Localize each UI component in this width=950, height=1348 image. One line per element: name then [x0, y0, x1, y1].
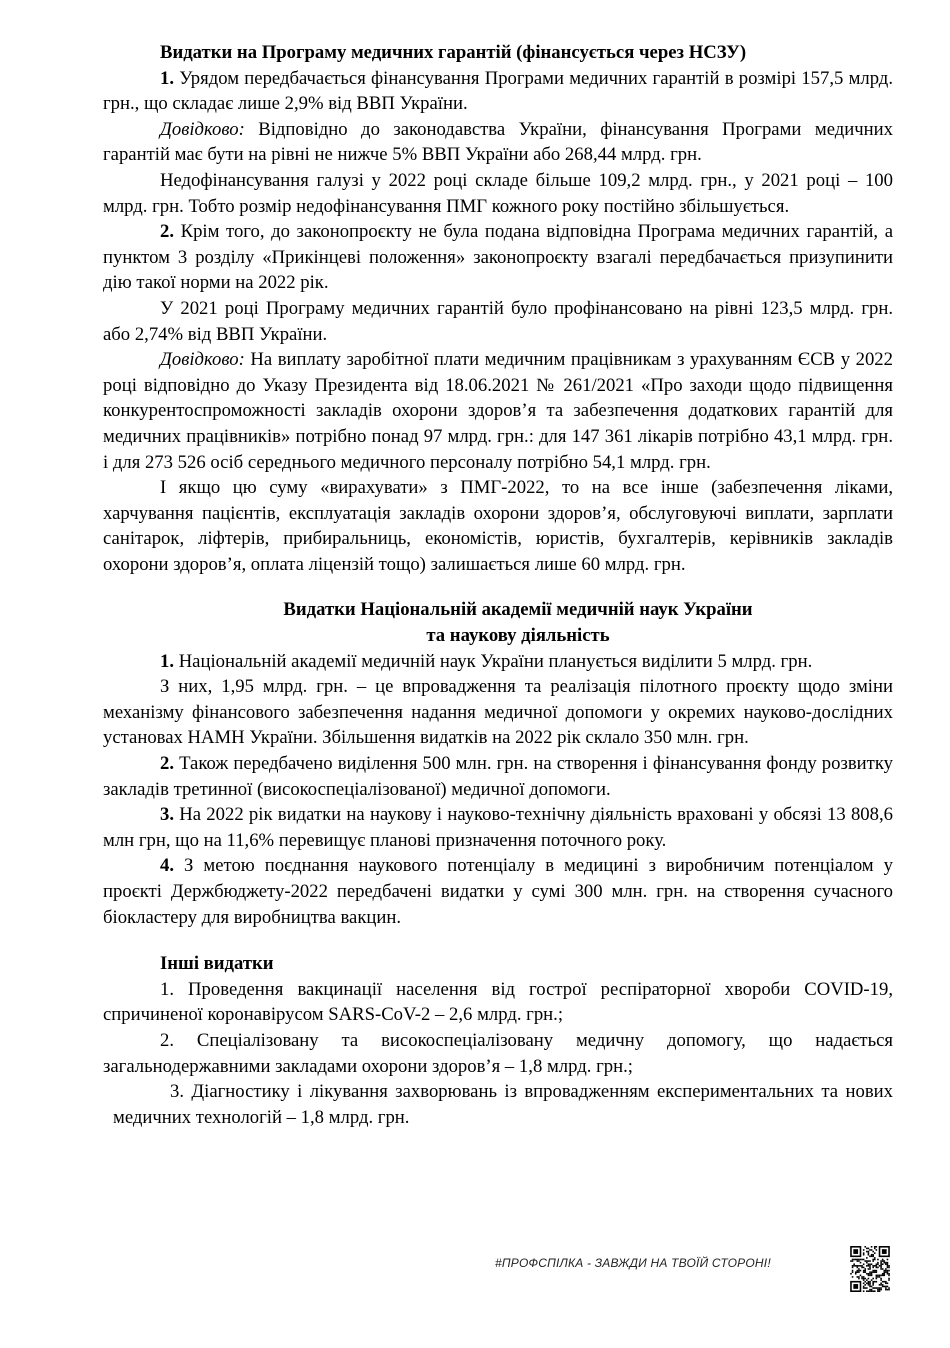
paragraph-number: 3.	[160, 804, 175, 826]
section-2-title-line-2: та наукову діяльність	[426, 625, 610, 647]
section-2-paragraph-3	[103, 751, 893, 802]
section-3-item-2: 2. Спеціалізовану та високоспеціалізовану медичну допомогу, що надається загальнодержавними закладами охорони здоров’я – 1,8 млрд. грн.;	[103, 1029, 893, 1077]
section-1-paragraph-2	[103, 117, 893, 168]
paragraph-text: Урядом передбачається фінансування Програми медичних гарантій в розмірі 157,5 млрд. грн., що складає лише 2,9% від ВВП України.	[103, 67, 893, 115]
section-1-paragraph-6	[103, 347, 893, 475]
section-2-title-line-1: Видатки Національній академії медичній наук України	[283, 599, 753, 621]
paragraph-number: 1.	[160, 67, 175, 89]
paragraph-text: Також передбачено виділення 500 млн. грн. на створення і фінансування фонду розвитку закладів третинної (високоспеціалізованої) медичної допомоги.	[103, 753, 893, 800]
reference-label: Довідково:	[160, 349, 245, 371]
paragraph-text: З метою поєднання наукового потенціалу в медицині з виробничим потенціалом у проєкті Держбюджету-2022 передбачені видатки у сумі 300 млн. грн. на створення сучасного біокластеру для виробництва вакцин.	[103, 855, 893, 928]
section-1-paragraph-5: У 2021 році Програму медичних гарантій було профінансовано на рівні 123,5 млрд. грн. або 2,74% від ВВП України.	[103, 297, 893, 345]
reference-label: Довідково:	[160, 118, 245, 140]
footer-slogan: #ПРОФСПІЛКА - ЗАВЖДИ НА ТВОЇЙ СТОРОНІ!	[495, 1256, 771, 1270]
section-2-paragraph-1	[103, 649, 893, 675]
paragraph-text: На 2022 рік видатки на наукову і науково-технічну діяльність враховані у обсязі 13 808,6 млн грн, що на 11,6% перевищує планові призначення поточного року.	[103, 804, 893, 851]
paragraph-text: Національній академії медичній наук України планується виділити 5 млрд. грн.	[174, 650, 813, 672]
paragraph-number: 1.	[160, 650, 175, 672]
section-3-item-1: 1. Проведення вакцинації населення від гострої респіраторної хвороби COVID-19, спричиненої коронавірусом SARS-CoV-2 – 2,6 млрд. грн.;	[103, 978, 893, 1026]
section-1-paragraph-1	[103, 66, 893, 117]
paragraph-number: 2.	[160, 753, 175, 775]
paragraph-text: На виплату заробітної плати медичним працівникам з урахуванням ЄСВ у 2022 році відповідно до Указу Президента від 18.06.2021 № 261/2021 «Про заходи щодо підвищення конкурентоспроможності закладів охорони здоров’я та забезпечення додаткових гарантій для медичних працівників» потрібно понад 97 млрд. грн.: для 147 361 лікарів потрібно 43,1 млрд. грн. і для 273 526 осіб середнього медичного персоналу потрібно 54,1 млрд. грн.	[103, 349, 893, 473]
section-2-paragraph-5	[103, 853, 893, 930]
section-3-item-3: 3. Діагностику і лікування захворювань із впровадженням експериментальних та нових медичних технологій – 1,8 млрд. грн.	[113, 1081, 893, 1128]
section-1-paragraph-3: Недофінансування галузі у 2022 році складе більше 109,2 млрд. грн., у 2021 році – 100 млрд. грн. Тобто розмір недофінансування ПМГ кожного року постійно збільшується.	[103, 169, 893, 217]
section-1-title: Видатки на Програму медичних гарантій (фінансується через НСЗУ)	[160, 42, 747, 63]
section-1-paragraph-4	[103, 219, 893, 296]
section-2-paragraph-4	[103, 802, 893, 853]
document-body	[103, 40, 893, 1130]
paragraph-text: Відповідно до законодавства України, фінансування Програми медичних гарантій має бути на рівні не нижче 5% ВВП України або 268,44 млрд. грн.	[103, 118, 893, 166]
paragraph-text: Крім того, до законопроєкту не була подана відповідна Програма медичних гарантій, а пунктом 3 розділу «Прикінцеві положення» законопроєкту взагалі передбачається призупинити дію такої норми на 2022 рік.	[103, 221, 893, 294]
paragraph-number: 2.	[160, 221, 175, 243]
section-2-paragraph-2: З них, 1,95 млрд. грн. – це впровадження та реалізація пілотного проєкту щодо зміни механізму фінансового забезпечення надання медичної допомоги у окремих науково-дослідних установах НАМН України. Збільшення видатків на 2022 рік склало 350 млн. грн.	[103, 676, 893, 749]
section-3-title: Інші видатки	[160, 953, 274, 975]
qr-code-icon	[850, 1246, 890, 1292]
paragraph-number: 4.	[160, 855, 175, 877]
section-1-paragraph-7: І якщо цю суму «вирахувати» з ПМГ-2022, то на все інше (забезпечення ліками, харчування пацієнтів, експлуатація закладів охорони здоров’я, обслуговуючі виплати, зарплати санітарок, ліфтерів, прибиральниць, економістів, юристів, бухгалтерів, керівників закладів охорони здоров’я, оплата ліцензій тощо) залишається лише 60 млрд. грн.	[103, 477, 893, 575]
